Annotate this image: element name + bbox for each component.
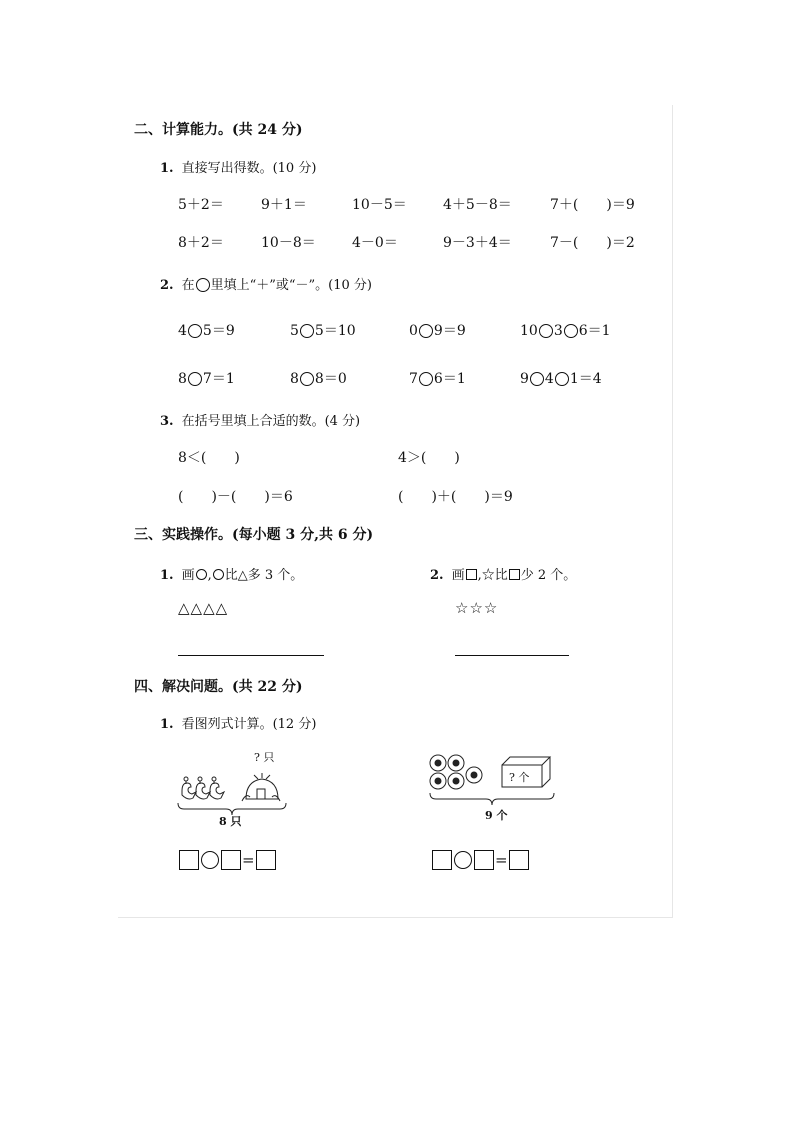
section-3-title: 三、实践操作。(每小题 3 分,共 6 分) (134, 527, 374, 543)
circle-icon (196, 569, 207, 580)
question-text-pre: 在 (181, 278, 195, 293)
circle-icon (213, 569, 224, 580)
operator-circle[interactable] (555, 372, 569, 386)
answer-box[interactable] (509, 850, 529, 870)
question-number: 1. (160, 717, 174, 732)
operator-circle[interactable] (419, 324, 433, 338)
section-4-title: 四、解决问题。(共 22 分) (134, 679, 303, 695)
operator-circle[interactable] (530, 372, 544, 386)
equation: 4＋5－8＝ (443, 197, 512, 213)
answer-box[interactable] (221, 850, 241, 870)
result: ＝1 (442, 371, 466, 387)
operand: 4 (178, 323, 187, 339)
equation: 5＋2＝ (178, 197, 224, 213)
equation: 8＋2＝ (178, 235, 224, 251)
section-2-title: 二、计算能力。(共 24 分) (134, 122, 303, 138)
house-icon (242, 773, 280, 801)
box-label: ? 个 (509, 771, 530, 784)
question-text: 少 2 个。 (520, 568, 577, 583)
operator-circle[interactable] (300, 372, 314, 386)
question-text-post: 里填上“＋”或“－”。(10 分) (210, 278, 372, 293)
question-3-2 (430, 564, 576, 583)
worksheet-page (118, 105, 673, 918)
ball-dot (435, 778, 441, 784)
operand: 7 (202, 371, 212, 387)
operator-circle[interactable] (539, 324, 553, 338)
answer-box[interactable] (432, 850, 452, 870)
swan-icon (182, 777, 196, 799)
question-number: 1. (160, 568, 174, 583)
total-label: 8 只 (219, 815, 242, 828)
result: ＝4 (578, 371, 602, 387)
equals-sign: = (495, 850, 508, 869)
question-text: 直接写出得数。(10 分) (181, 161, 317, 176)
ball-dot (453, 760, 459, 766)
square-icon (509, 569, 520, 580)
question-3-1 (160, 564, 303, 583)
question-2-2 (160, 274, 372, 293)
operand: 9 (520, 371, 529, 387)
question-number: 3. (160, 414, 174, 429)
circle-equation (409, 320, 466, 340)
circle-equation (290, 368, 347, 388)
ball-dot (453, 778, 459, 784)
operator-circle[interactable] (188, 372, 202, 386)
circle-icon (196, 278, 210, 292)
question-2-1 (160, 157, 316, 176)
operand: 5 (314, 323, 324, 339)
circle-equation (178, 320, 235, 340)
operator-circle[interactable] (300, 324, 314, 338)
fill-blank[interactable]: ( )＋( )＝9 (398, 489, 513, 505)
result: ＝10 (323, 323, 356, 339)
operand: 6 (578, 323, 588, 339)
operator-circle[interactable] (454, 851, 472, 869)
question-text: , (207, 568, 212, 583)
fill-blank[interactable]: 8＜( ) (178, 450, 240, 466)
question-number: 2. (430, 568, 444, 583)
answer-box[interactable] (256, 850, 276, 870)
stars-row: ☆☆☆ (455, 599, 499, 617)
question-4-1 (160, 713, 316, 732)
question-text: 在括号里填上合适的数。(4 分) (181, 414, 361, 429)
operand: 6 (433, 371, 443, 387)
operator-circle[interactable] (419, 372, 433, 386)
question-text: 画 (181, 568, 195, 583)
operator-circle[interactable] (188, 324, 202, 338)
operand: 9 (433, 323, 443, 339)
operand: 0 (409, 323, 418, 339)
result: ＝1 (587, 323, 611, 339)
brace (430, 793, 554, 805)
result: ＝9 (211, 323, 235, 339)
operand: 4 (544, 371, 554, 387)
operand: 10 (520, 323, 538, 339)
question-text: 看图列式计算。(12 分) (181, 717, 317, 732)
equals-sign: = (242, 850, 255, 869)
circle-equation (520, 320, 611, 340)
unknown-count-label: ? 只 (254, 751, 275, 764)
answer-line[interactable] (455, 655, 569, 656)
operand: 7 (409, 371, 418, 387)
result: ＝1 (211, 371, 235, 387)
question-2-3 (160, 410, 360, 429)
operator-circle[interactable] (564, 324, 578, 338)
answer-equation-right (432, 849, 529, 870)
circle-equation (409, 368, 466, 388)
total-label: 9 个 (485, 809, 508, 822)
operand: 1 (569, 371, 579, 387)
ball-dot (471, 772, 477, 778)
circle-equation (290, 320, 356, 340)
equation: 9－3＋4＝ (443, 235, 512, 251)
operand: 5 (290, 323, 299, 339)
answer-box[interactable] (474, 850, 494, 870)
operand: 8 (178, 371, 187, 387)
answer-box[interactable] (179, 850, 199, 870)
question-text: 比△多 3 个。 (224, 568, 304, 583)
question-text: 画 (451, 568, 465, 583)
equation: 10－8＝ (261, 235, 316, 251)
fill-blank[interactable]: ( )－( )＝6 (178, 489, 293, 505)
answer-equation-left (179, 849, 276, 870)
operator-circle[interactable] (201, 851, 219, 869)
equation-fill-blank[interactable]: 7＋( )＝9 (550, 197, 635, 213)
fill-blank[interactable]: 4＞( ) (398, 450, 460, 466)
operand: 3 (553, 323, 563, 339)
circle-equation (178, 368, 235, 388)
circle-equation (520, 368, 602, 388)
operand: 8 (314, 371, 324, 387)
equation-fill-blank[interactable]: 7－( )＝2 (550, 235, 635, 251)
equation: 9＋1＝ (261, 197, 307, 213)
question-text: ,☆比 (477, 568, 508, 583)
swan-icon (196, 777, 210, 799)
equation: 10－5＝ (352, 197, 407, 213)
result: ＝0 (323, 371, 347, 387)
operand: 5 (202, 323, 212, 339)
square-icon (466, 569, 477, 580)
equation: 4－0＝ (352, 235, 398, 251)
answer-line[interactable] (178, 655, 324, 656)
ball-dot (435, 760, 441, 766)
result: ＝9 (442, 323, 466, 339)
question-number: 1. (160, 161, 174, 176)
triangles-row: △△△△ (178, 599, 229, 617)
operand: 8 (290, 371, 299, 387)
swan-icon (210, 777, 224, 799)
question-number: 2. (160, 278, 174, 293)
